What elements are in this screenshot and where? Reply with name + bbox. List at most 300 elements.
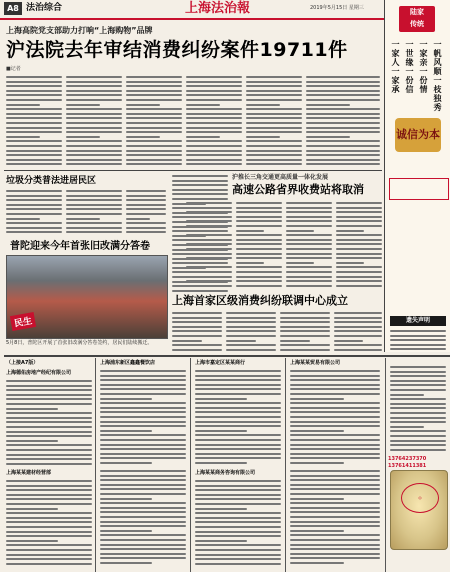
text-line xyxy=(126,154,182,156)
text-line xyxy=(172,180,228,182)
text-line xyxy=(100,516,186,518)
text-line xyxy=(100,530,152,532)
text-line xyxy=(195,453,281,455)
text-line xyxy=(246,85,302,87)
text-line xyxy=(100,388,186,390)
text-line xyxy=(186,94,242,96)
text-line xyxy=(290,502,380,504)
text-line xyxy=(6,494,92,496)
text-line xyxy=(186,127,242,129)
text-line xyxy=(226,349,276,351)
text-line xyxy=(306,104,350,106)
text-line xyxy=(126,163,182,165)
text-line xyxy=(246,108,302,110)
text-line xyxy=(186,285,232,287)
listings-col-7 xyxy=(195,480,281,567)
listings-col-4 xyxy=(290,370,380,466)
text-line xyxy=(226,326,276,328)
text-line xyxy=(100,407,186,409)
text-line xyxy=(195,554,281,556)
text-line xyxy=(195,540,247,542)
text-line xyxy=(6,81,62,83)
text-line xyxy=(126,113,182,115)
text-line xyxy=(6,503,92,505)
text-line xyxy=(6,549,92,551)
text-line xyxy=(236,220,282,222)
text-line xyxy=(280,321,330,323)
text-line xyxy=(195,462,247,464)
text-line xyxy=(6,227,62,229)
text-line xyxy=(336,285,382,287)
text-line xyxy=(195,517,281,519)
text-line xyxy=(186,230,214,232)
text-line xyxy=(290,484,380,486)
bottom-col-4 xyxy=(334,312,382,353)
text-line xyxy=(186,266,232,268)
text-line xyxy=(334,330,382,332)
text-line xyxy=(172,340,202,342)
text-line xyxy=(186,113,242,115)
text-line xyxy=(100,511,186,513)
text-line xyxy=(172,175,228,177)
text-line xyxy=(286,257,332,259)
text-line xyxy=(172,193,228,195)
lead-headline: 沪法院去年审结消费纠纷案件19711件 xyxy=(6,39,348,61)
text-line xyxy=(246,122,302,124)
text-line xyxy=(186,202,232,204)
text-line xyxy=(186,85,242,87)
text-line xyxy=(246,131,302,133)
text-line xyxy=(195,388,281,390)
text-line xyxy=(336,243,382,245)
text-line xyxy=(290,525,380,527)
text-line xyxy=(286,276,332,278)
text-line xyxy=(126,108,182,110)
text-line xyxy=(186,216,232,218)
text-line xyxy=(126,99,182,101)
listings-header: （上接A7版） xyxy=(6,360,39,366)
text-line xyxy=(66,85,122,87)
text-line xyxy=(286,216,332,218)
text-line xyxy=(100,498,152,500)
text-line xyxy=(100,553,186,555)
text-line xyxy=(390,335,446,337)
text-line xyxy=(286,262,314,264)
text-line xyxy=(390,398,446,400)
text-line xyxy=(100,411,186,413)
text-line xyxy=(186,99,242,101)
right-kicker: 沪推长三角交通更高质量一体化发展 xyxy=(232,174,329,181)
text-line xyxy=(172,312,222,314)
listing-title: 上海某某建材经营部 xyxy=(6,470,52,476)
text-line xyxy=(6,540,58,542)
text-line xyxy=(6,508,58,510)
text-line xyxy=(6,218,40,220)
text-line xyxy=(186,243,232,245)
text-line xyxy=(186,253,232,255)
bottom-col-3 xyxy=(280,312,330,353)
text-line xyxy=(246,154,302,156)
text-line xyxy=(236,266,282,268)
text-line xyxy=(6,222,62,224)
text-line xyxy=(126,85,182,87)
text-line xyxy=(100,462,152,464)
text-line xyxy=(336,211,382,213)
text-line xyxy=(126,122,182,124)
listings-col-5 xyxy=(6,480,92,567)
text-line xyxy=(126,208,166,210)
text-line xyxy=(246,94,302,96)
left-col-3 xyxy=(126,190,166,236)
text-line xyxy=(126,227,166,229)
text-line xyxy=(172,321,222,323)
text-line xyxy=(126,204,166,206)
text-line xyxy=(6,213,62,215)
listings-col-8 xyxy=(290,470,380,566)
notice-title: 遗失声明 xyxy=(390,316,446,326)
text-line xyxy=(334,349,382,351)
text-line xyxy=(334,344,382,346)
text-line xyxy=(195,444,281,446)
text-line xyxy=(306,76,380,78)
text-line xyxy=(246,159,302,161)
text-line xyxy=(336,280,382,282)
bottom-ad-text xyxy=(390,366,446,453)
lead-col-5 xyxy=(246,76,302,168)
text-line xyxy=(172,349,222,351)
text-line xyxy=(195,526,281,528)
text-line xyxy=(186,257,232,259)
text-line xyxy=(6,140,62,142)
text-line xyxy=(6,389,92,391)
text-line xyxy=(290,448,380,450)
bottom-col-1 xyxy=(172,312,222,353)
text-line xyxy=(186,234,232,236)
col-divider xyxy=(285,358,286,572)
divider xyxy=(4,170,382,171)
text-line xyxy=(226,330,276,332)
text-line xyxy=(334,326,382,328)
text-line xyxy=(186,81,242,83)
lead-col-2 xyxy=(66,76,122,168)
text-line xyxy=(66,163,122,165)
text-line xyxy=(290,453,380,455)
text-line xyxy=(100,379,186,381)
listings-col-2 xyxy=(100,370,186,466)
text-line xyxy=(66,159,122,161)
text-line xyxy=(6,531,92,533)
text-line xyxy=(236,216,282,218)
text-line xyxy=(186,248,232,250)
text-line xyxy=(306,159,380,161)
text-line xyxy=(195,434,281,436)
text-line xyxy=(290,479,380,481)
text-line xyxy=(6,558,92,560)
text-line xyxy=(236,207,282,209)
text-line xyxy=(6,204,62,206)
text-line xyxy=(100,398,152,400)
text-line xyxy=(66,222,122,224)
text-line xyxy=(126,131,182,133)
text-line xyxy=(290,398,344,400)
text-line xyxy=(390,435,446,437)
text-line xyxy=(290,444,380,446)
text-line xyxy=(100,484,186,486)
text-line xyxy=(172,198,228,200)
text-line xyxy=(195,407,281,409)
text-line xyxy=(100,488,186,490)
text-line xyxy=(290,379,380,381)
text-line xyxy=(290,421,380,423)
text-line xyxy=(100,457,186,459)
text-line xyxy=(306,81,380,83)
text-line xyxy=(6,435,92,437)
text-line xyxy=(100,393,186,395)
text-line xyxy=(280,312,330,314)
text-line xyxy=(66,199,122,201)
text-line xyxy=(390,412,446,414)
text-line xyxy=(100,439,186,441)
text-line xyxy=(6,127,62,129)
text-line xyxy=(66,204,122,206)
text-line xyxy=(172,189,228,191)
text-line xyxy=(286,230,314,232)
text-line xyxy=(226,340,256,342)
text-line xyxy=(390,421,446,423)
text-line xyxy=(66,145,122,147)
text-line xyxy=(172,335,222,337)
text-line xyxy=(186,271,232,273)
text-line xyxy=(6,440,58,442)
text-line xyxy=(290,475,380,477)
text-line xyxy=(236,230,264,232)
ad-product-image xyxy=(390,470,448,550)
text-line xyxy=(186,276,232,278)
text-line xyxy=(100,470,186,472)
text-line xyxy=(195,563,281,565)
text-line xyxy=(290,434,380,436)
text-line xyxy=(6,521,92,523)
text-line xyxy=(6,408,58,410)
text-line xyxy=(66,213,122,215)
bottom-headline: 上海首家区级消费纠纷联调中心成立 xyxy=(172,294,348,307)
text-line xyxy=(390,389,446,391)
text-line xyxy=(100,539,186,541)
text-line xyxy=(186,76,242,78)
masthead-logo: 上海法治報 xyxy=(185,1,251,16)
lead-col-3 xyxy=(126,76,182,168)
text-line xyxy=(186,163,242,165)
text-line xyxy=(172,317,222,319)
text-line xyxy=(336,230,364,232)
news-photo xyxy=(6,255,168,339)
text-line xyxy=(6,431,92,433)
text-line xyxy=(390,430,446,432)
text-line xyxy=(290,370,380,372)
right-col-2 xyxy=(236,202,282,289)
text-line xyxy=(6,150,62,152)
text-line xyxy=(336,225,382,227)
text-line xyxy=(100,402,186,404)
notice-body xyxy=(390,330,446,353)
text-line xyxy=(390,407,446,409)
text-line xyxy=(246,150,302,152)
text-line xyxy=(226,321,276,323)
left-sub-headline: 垃圾分类普法进居民区 xyxy=(6,176,97,186)
text-line xyxy=(246,104,280,106)
text-line xyxy=(306,131,380,133)
text-line xyxy=(290,530,344,532)
page-number-badge: A8 xyxy=(4,2,22,15)
text-line xyxy=(6,421,92,423)
text-line xyxy=(6,394,92,396)
text-line xyxy=(290,430,344,432)
text-line xyxy=(66,231,122,233)
text-line xyxy=(195,402,281,404)
text-line xyxy=(186,154,242,156)
text-line xyxy=(6,498,92,500)
text-line xyxy=(306,85,380,87)
text-line xyxy=(186,159,242,161)
text-line xyxy=(236,239,282,241)
text-line xyxy=(195,411,281,413)
col-divider xyxy=(95,358,96,572)
text-line xyxy=(66,113,122,115)
text-line xyxy=(236,202,282,204)
text-line xyxy=(186,262,214,264)
text-line xyxy=(236,262,264,264)
ad-phone: 13764237370 13761411381 xyxy=(388,456,427,469)
text-line xyxy=(246,127,302,129)
text-line xyxy=(172,330,222,332)
text-line xyxy=(126,222,166,224)
text-line xyxy=(336,239,382,241)
text-line xyxy=(6,526,92,528)
text-line xyxy=(6,449,92,451)
text-line xyxy=(126,136,160,138)
text-line xyxy=(100,479,186,481)
text-line xyxy=(195,485,281,487)
text-line xyxy=(6,122,62,124)
photo-story-title: 普陀迎来今年首张旧改满分答卷 xyxy=(10,241,150,252)
text-line xyxy=(172,290,228,292)
text-line xyxy=(336,276,382,278)
text-line xyxy=(6,190,62,192)
text-line xyxy=(306,122,380,124)
text-line xyxy=(246,140,302,142)
photo-caption: 5月8日，普陀区开展了首张旧改满分答卷签约，居民们陆续搬迁。 xyxy=(6,340,153,346)
text-line xyxy=(6,145,62,147)
listings-top-rule xyxy=(4,355,450,357)
ad-vertical-text-4: 一家人一家承 xyxy=(391,40,401,94)
text-line xyxy=(172,184,228,186)
text-line xyxy=(126,76,182,78)
text-line xyxy=(336,220,382,222)
text-line xyxy=(246,113,302,115)
text-line xyxy=(66,190,122,192)
text-line xyxy=(100,548,186,550)
ad-box xyxy=(389,178,449,200)
text-line xyxy=(195,398,247,400)
text-line xyxy=(195,416,281,418)
text-line xyxy=(6,412,92,414)
text-line xyxy=(306,90,380,92)
text-line xyxy=(100,521,186,523)
text-line xyxy=(290,557,380,559)
left-col-1 xyxy=(6,190,62,236)
text-line xyxy=(306,99,380,101)
text-line xyxy=(290,498,344,500)
text-line xyxy=(6,554,92,556)
text-line xyxy=(246,145,302,147)
text-line xyxy=(6,154,62,156)
text-line xyxy=(66,227,122,229)
text-line xyxy=(306,108,380,110)
text-line xyxy=(236,271,282,273)
text-line xyxy=(100,430,152,432)
text-line xyxy=(280,317,330,319)
text-line xyxy=(390,384,446,386)
text-line xyxy=(186,220,232,222)
text-line xyxy=(186,140,242,142)
text-line xyxy=(126,81,182,83)
text-line xyxy=(290,439,380,441)
text-line xyxy=(100,525,186,527)
text-line xyxy=(286,285,332,287)
text-line xyxy=(6,159,62,161)
right-col-4 xyxy=(336,202,382,289)
text-line xyxy=(100,370,186,372)
text-line xyxy=(6,231,62,233)
text-line xyxy=(290,507,380,509)
text-line xyxy=(100,448,186,450)
text-line xyxy=(100,502,186,504)
text-line xyxy=(290,534,380,536)
right-col-1 xyxy=(186,202,232,289)
text-line xyxy=(100,434,186,436)
text-line xyxy=(226,344,276,346)
text-line xyxy=(246,99,302,101)
text-line xyxy=(306,150,380,152)
text-line xyxy=(6,535,92,537)
text-line xyxy=(126,104,160,106)
text-line xyxy=(280,326,330,328)
text-line xyxy=(195,393,281,395)
text-line xyxy=(66,131,122,133)
text-line xyxy=(390,366,446,368)
text-line xyxy=(6,463,92,465)
text-line xyxy=(66,90,122,92)
text-line xyxy=(195,379,281,381)
text-line xyxy=(6,163,62,165)
text-line xyxy=(306,163,380,165)
text-line xyxy=(280,330,330,332)
text-line xyxy=(280,340,310,342)
text-line xyxy=(66,76,122,78)
text-line xyxy=(66,127,122,129)
text-line xyxy=(172,326,222,328)
text-line xyxy=(6,131,62,133)
text-line xyxy=(186,280,232,282)
text-line xyxy=(306,113,380,115)
text-line xyxy=(334,335,382,337)
text-line xyxy=(186,207,232,209)
text-line xyxy=(126,117,182,119)
text-line xyxy=(195,384,281,386)
text-line xyxy=(246,136,280,138)
text-line xyxy=(126,199,166,201)
ad-vertical-text-3: 一世缘一份信 xyxy=(405,40,415,94)
